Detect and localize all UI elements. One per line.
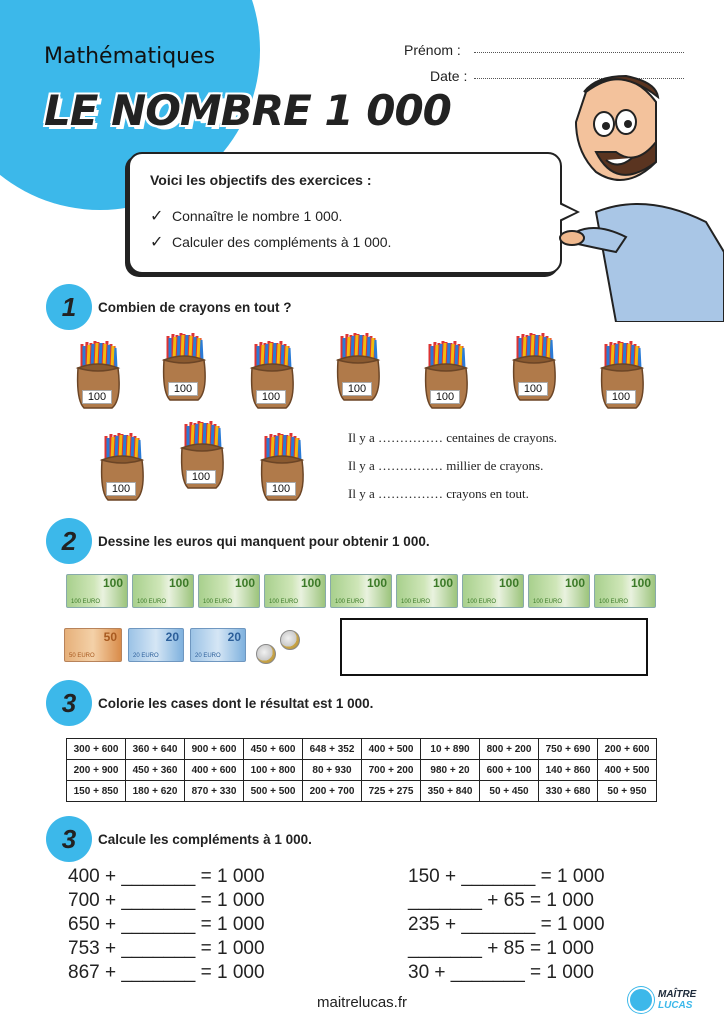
banknote-100: 100 100 EURO: [462, 574, 524, 608]
grid-row: [67, 781, 657, 802]
banknote-100: 100 100 EURO: [330, 574, 392, 608]
check-icon: ✓: [150, 208, 164, 225]
pencil-bag-icon: [72, 340, 124, 410]
grid-cell[interactable]: 450 + 600: [244, 739, 303, 760]
banknote-20: 20 20 EURO: [128, 628, 184, 662]
complement-right[interactable]: 235 + _______ = 1 000: [408, 914, 605, 935]
objectives-heading: Voici les objectifs des exercices :: [150, 172, 372, 188]
grid-cell[interactable]: 400 + 600: [185, 760, 244, 781]
complement-right[interactable]: _______ + 85 = 1 000: [408, 938, 594, 959]
coin-icon: [256, 644, 276, 664]
grid-cell[interactable]: 100 + 800: [244, 760, 303, 781]
exercise-2-instruction: Dessine les euros qui manquent pour obtenir 1 000.: [98, 534, 430, 549]
grid-cell[interactable]: 180 + 620: [126, 781, 185, 802]
bag-label: 100: [168, 382, 198, 396]
exercise-3-instruction: Colorie les cases dont le résultat est 1 000.: [98, 696, 374, 711]
grid-cell[interactable]: 648 + 352: [303, 739, 362, 760]
bag-label: 100: [256, 390, 286, 404]
complement-left[interactable]: 650 + _______ = 1 000: [68, 914, 265, 935]
grid-cell[interactable]: 450 + 360: [126, 760, 185, 781]
color-grid: [66, 738, 657, 802]
crayon-line-hundreds: Il y a …………… centaines de crayons.: [348, 430, 558, 445]
page-title: LE NOMBRE 1 000: [44, 86, 451, 135]
crayon-line-total: Il y a …………… crayons en tout.: [348, 486, 529, 501]
exercise-4-instruction: Calcule les compléments à 1 000.: [98, 832, 312, 847]
bag-label: 100: [606, 390, 636, 404]
pencil-bag-icon: [246, 340, 298, 410]
grid-cell[interactable]: 50 + 950: [598, 781, 657, 802]
first-name-label: Prénom :: [404, 42, 461, 58]
grid-cell[interactable]: 870 + 330: [185, 781, 244, 802]
exercise-3-number: 3: [46, 680, 92, 726]
grid-cell[interactable]: 300 + 600: [67, 739, 126, 760]
complement-left[interactable]: 400 + _______ = 1 000: [68, 866, 265, 887]
grid-cell[interactable]: 200 + 600: [598, 739, 657, 760]
coin-icon: [280, 630, 300, 650]
complement-right[interactable]: 150 + _______ = 1 000: [408, 866, 605, 887]
bag-label: 100: [82, 390, 112, 404]
grid-cell[interactable]: 400 + 500: [598, 760, 657, 781]
exercise-4-number: 3: [46, 816, 92, 862]
exercise-1-number: 1: [46, 284, 92, 330]
objectives-bubble: [128, 152, 562, 274]
grid-cell[interactable]: 900 + 600: [185, 739, 244, 760]
grid-cell[interactable]: 750 + 690: [539, 739, 598, 760]
bag-label: 100: [342, 382, 372, 396]
banknote-100: 100 100 EURO: [594, 574, 656, 608]
bag-label: 100: [186, 470, 216, 484]
pencil-bag-icon: [176, 420, 228, 490]
bag-label: 100: [430, 390, 460, 404]
complement-left[interactable]: 753 + _______ = 1 000: [68, 938, 265, 959]
footer-site[interactable]: maitrelucas.fr: [316, 994, 408, 1011]
grid-cell[interactable]: 700 + 200: [362, 760, 421, 781]
complement-left[interactable]: 867 + _______ = 1 000: [68, 962, 265, 983]
banknote-100: 100 100 EURO: [396, 574, 458, 608]
grid-cell[interactable]: 725 + 275: [362, 781, 421, 802]
banknote-50: 50 50 EURO: [64, 628, 122, 662]
grid-cell[interactable]: 330 + 680: [539, 781, 598, 802]
pencil-bag-icon: [596, 340, 648, 410]
objective-item: ✓ Connaître le nombre 1 000.: [150, 208, 343, 225]
first-name-row: [404, 42, 684, 62]
pencil-bag-icon: [332, 332, 384, 402]
grid-cell[interactable]: 500 + 500: [244, 781, 303, 802]
banknote-100: 100 100 EURO: [132, 574, 194, 608]
grid-cell[interactable]: 200 + 900: [67, 760, 126, 781]
grid-cell[interactable]: 80 + 930: [303, 760, 362, 781]
check-icon: ✓: [150, 234, 164, 251]
pencil-bag-icon: [256, 432, 308, 502]
brain-icon: [628, 987, 654, 1013]
grid-cell[interactable]: 600 + 100: [480, 760, 539, 781]
crayon-line-thousand: Il y a …………… millier de crayons.: [348, 458, 544, 473]
grid-row: [67, 739, 657, 760]
banknote-100: 100 100 EURO: [528, 574, 590, 608]
pencil-bag-icon: [158, 332, 210, 402]
complement-right[interactable]: 30 + _______ = 1 000: [408, 962, 594, 983]
date-label: Date :: [430, 68, 468, 84]
brand-logo: MAÎTRE LUCAS: [628, 984, 718, 1016]
banknote-100: 100 100 EURO: [198, 574, 260, 608]
grid-cell[interactable]: 800 + 200: [480, 739, 539, 760]
pencil-bag-icon: [508, 332, 560, 402]
grid-cell[interactable]: 980 + 20: [421, 760, 480, 781]
grid-cell[interactable]: 140 + 860: [539, 760, 598, 781]
exercise-1-instruction: Combien de crayons en tout ?: [98, 300, 292, 315]
banknote-100: 100 100 EURO: [66, 574, 128, 608]
grid-cell[interactable]: 50 + 450: [480, 781, 539, 802]
grid-cell[interactable]: 200 + 700: [303, 781, 362, 802]
grid-cell[interactable]: 150 + 850: [67, 781, 126, 802]
grid-cell[interactable]: 350 + 840: [421, 781, 480, 802]
exercise-2-number: 2: [46, 518, 92, 564]
banknote-20: 20 20 EURO: [190, 628, 246, 662]
grid-cell[interactable]: 400 + 500: [362, 739, 421, 760]
banknote-100: 100 100 EURO: [264, 574, 326, 608]
complement-right[interactable]: _______ + 65 = 1 000: [408, 890, 594, 911]
complement-left[interactable]: 700 + _______ = 1 000: [68, 890, 265, 911]
objective-item: ✓ Calculer des compléments à 1 000.: [150, 234, 392, 251]
bag-label: 100: [518, 382, 548, 396]
pencil-bag-icon: [420, 340, 472, 410]
bag-label: 100: [106, 482, 136, 496]
euro-drawing-box[interactable]: [340, 618, 648, 676]
grid-cell[interactable]: 360 + 640: [126, 739, 185, 760]
first-name-field[interactable]: [474, 52, 684, 53]
grid-row: [67, 760, 657, 781]
grid-cell[interactable]: 10 + 890: [421, 739, 480, 760]
bag-label: 100: [266, 482, 296, 496]
teacher-character-icon: [556, 72, 724, 322]
pencil-bag-icon: [96, 432, 148, 502]
subject-label: Mathématiques: [44, 44, 216, 69]
